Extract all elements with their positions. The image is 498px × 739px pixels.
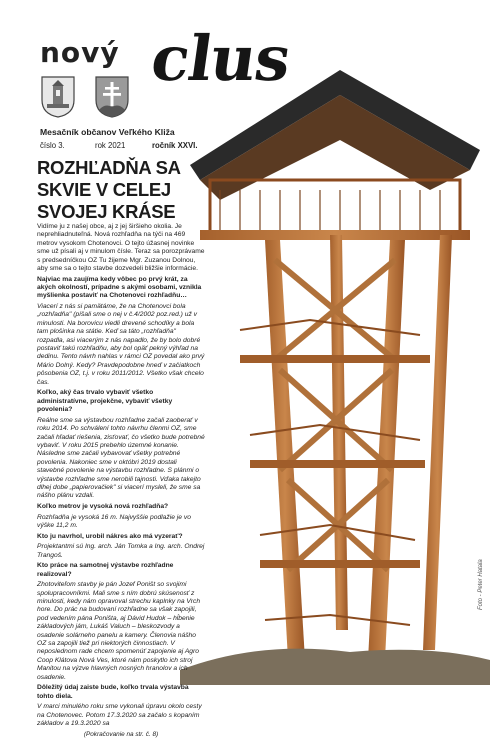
answer: Rozhľadňa je vysoká 16 m. Najvyššie podlažie je vo výške 11,2 m. [37, 513, 191, 529]
photo-credit: Foto - Peter Hatala [478, 559, 484, 610]
issue-volume: ročník XXVI. [152, 141, 198, 150]
answer: Projektantmi sú Ing. arch. Ján Tomka a Ing. arch. Ondrej Trangoš. [37, 543, 205, 559]
headline-line: ROZHĽADŇA SA [37, 157, 181, 178]
question: Dôležitý údaj zaiste bude, koľko trvala výstavba tohto diela. [37, 684, 189, 700]
article-intro: Vidíme ju z našej obce, aj z jej širšieho okolia. Je neprehliadnuteľná. Nová rozhľadňa na týči na 469 metrov vysokom Chotenovci. O tejto úžasnej novinke sme už písali aj v minulom čísle. Teraz sa porozprávame s predsedníčkou OZ Tu žijeme Mgr. Zuzanou Dolnou, aby sme sa o tejto stavbe dozvedeli bližšie informácie. [37, 223, 205, 273]
slovak-crest-icon [95, 76, 129, 118]
village-crest-icon [41, 76, 75, 118]
answer: Viacerí z nás si pamätáme, že na Chotenovci bola „rozhľadňa" (píšali sme o nej v č.4/2002 poz.red.) už v minulosti. Na borovicu viedli drevené schodíky a bola tam plošinka na státie. Keď sa táto „rozhľadňa" rozpadla, asi viacerým z nás napadlo, že by bolo dobré postaviť takú rozhľadňu, aby bol opäť pekný výhľad na dedinu. Tento návrh nahlas v rámci OZ povedal ako prvý Mário Dolný. Kedy? Pravdepodobne hneď v začiatkoch pôsobenia OZ, t.j. v roku 2011/2012. Všetko však chcelo čas. [37, 303, 205, 386]
answer: Zhotoviteľom stavby je pán Jozef Poništ so svojimi spolupracovníkmi. Mali sme s ním dobrú skúsenosť z minulosti, kedy nám opravoval strechu kaplnky na Vrch hore. Do prác na budovaní rozhľadne sa však zapojili, pod vedením pána Poništa, aj Dávid Hudok – hĺbenie základových jám, Lukáš Valuch – bleskozvody a osadenie solárneho panelu a kamery. Členovia nášho OZ sa zapojili tiež pri niektorých činnostiach. V neposlednom rade chcem spomenúť zapojenie aj Agro Coop Klátova Nová Ves, ktoré nám poskytlo ich stroj Manitou na výzve hlavných nosných hranolov a ich osadenie. [37, 581, 201, 681]
question: Najviac ma zaujíma kedy vôbec po prvý krát, za akých okolností, prípadne s akými osobami, vznikla myšlienka postaviť na Chotenovci rozhľadňu… [37, 275, 202, 300]
question: Kto ju navrhol, urobil nákres ako má vyzerať? [37, 532, 183, 540]
issue-year: rok 2021 [95, 141, 126, 150]
continuation-note: (Pokračovanie na str. č. 8) [83, 730, 159, 738]
issue-number: číslo 3. [40, 141, 65, 150]
headline-line: SVOJEJ KRÁSE [37, 201, 176, 222]
lookout-tower-photo [180, 30, 490, 685]
answer: V marci minulého roku sme vykonali úpravu okolo cesty na Chotenovec. Potom 17.3.2020 sa začalo s kopaním základov a 19.3.2020 sa [37, 703, 202, 727]
masthead-clus: clus [146, 22, 295, 95]
masthead-novy: nový [40, 36, 120, 69]
question: Kto práce na samotnej výstavbe rozhľadne realizoval? [37, 562, 174, 578]
question: Koľko metrov je vysoká nová rozhľadňa? [37, 502, 169, 510]
article-headline [37, 157, 197, 223]
headline-line: SKVIE V CELEJ [37, 179, 171, 200]
article-body [37, 223, 205, 739]
question: Koľko, aký čas trvalo vybaviť všetko administratívne, projekčne, vybaviť všetky povolenia? [37, 389, 173, 414]
masthead-subtitle: Mesačník občanov Veľkého Kliža [40, 127, 175, 137]
answer: Reálne sme sa výstavbou rozhľadne začali zaoberať v roku 2014. Po schválení tohto návrhu členmi OZ, sme začali hľadať riešenia, zisťovať, čo všetko bude potrebné vybaviť. V roku 2015 prebehlo územné konanie. Následne sme začali vybavovať všetky potrebné povolenia. Nakoniec sme v októbri 2019 dostali stavebné povolenie na výstavbu rozhľadne. S plánmi o výstavbe rozhľadne sme nerobili tajnosti. Vďaka takejto dlhej dobe „papierovačiek" si viacerí mysleli, že sme sa nášho plánu vzdali. [37, 416, 205, 500]
